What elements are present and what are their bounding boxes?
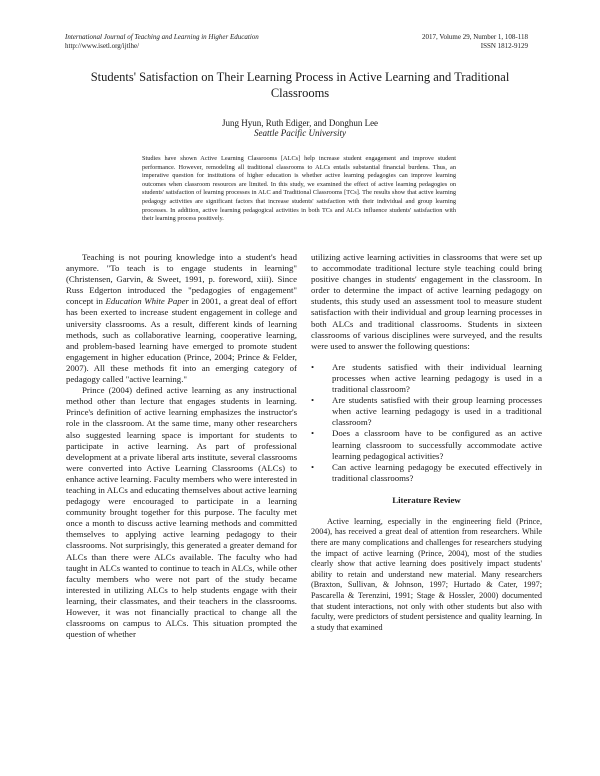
list-item (311, 395, 542, 428)
right-column (311, 252, 542, 633)
bullet-icon: • (311, 361, 315, 372)
intro-paragraph-2: Prince (2004) defined active learning as any instructional method other than lecture that engages students in learning. Prince's definition of active learning emphasizes the instructor's role in the classroom. At the same time, many other researchers also suggested learning space is important for students to participate in active learning. As part of professional development at a private liberal arts institute, several classrooms were converted into Active Learning Classrooms (ALCs) to enhance active learning. Faculty members who were interested in teaching in ALCs and educating themselves about active learning pedagogy were encouraged to participate in a learning community brought together for this purpose. The faculty met once a month to discuss active learning methods and committed themselves to applying active learning pedagogy to their classrooms. Not surprisingly, this generated a greater demand for ALCs than there were ALCs available. The faculty who had taught in ALCs wanted to continue to teach in ALCs, while other faculty members who were not part of the study became interested in utilizing ALCs to help students engage with their learning, their classmates, and their teachers in the classrooms. However, it was not financially practical to change all the classrooms on campus to ALCs. This situation prompted the question of whether (66, 385, 297, 640)
question-text: Are students satisfied with their individual learning processes when active learning pedagogy is used in a traditional classroom? (332, 361, 542, 395)
abstract: Studies have shown Active Learning Classrooms [ALCs] help increase student engagement and improve student performance. However, remodeling all traditional classrooms to ALCs entails substantial financial burdens. Thus, an imperative question for institutions of higher education is whether active learning pedagogies can improve learning outcomes when classroom resources are limited. In this study, we examined the effect of active learning pedagogies on students' satisfaction of learning processes in ALC and Traditional Classrooms [TCs]. The results show that active learning pedagogy activities are significant factors that increase students' satisfaction with their individual and group learning processes. In addition, active learning pedagogical activities in both TCs and ALCs influence students' satisfaction with their learning process positively. (142, 155, 456, 223)
question-text: Are students satisfied with their group learning processes when active learning pedagogy is used in a traditional classroom? (332, 395, 542, 428)
author-list: Jung Hyun, Ruth Ediger, and Donghun Lee (221, 118, 379, 128)
bullet-icon: • (311, 395, 315, 406)
intro-p1-italic: Education White Paper (105, 296, 189, 307)
running-header-left (65, 33, 259, 51)
intro-paragraph-3: utilizing active learning activities in classrooms that were set up to accommodate traditional lecture style teaching could bring positive changes in students' engagement in the classroom. In order to determine the impact of active learning pedagogy on students, this study used an assessment tool to measure student satisfaction with their individual and group learning processes in both ALCs and traditional classrooms. Students in sixteen classrooms of various disciplines were surveyed, and the results were used to answer the following questions: (311, 252, 542, 351)
list-item (311, 462, 542, 484)
list-item (311, 428, 542, 461)
paper-title: Students' Satisfaction on Their Learning Process in Active Learning and Traditional Classrooms (90, 70, 510, 100)
journal-url[interactable]: http://www.isetl.org/ijtlhe/ (65, 42, 140, 50)
bullet-icon: • (311, 461, 315, 472)
left-column (66, 252, 297, 640)
list-item (311, 362, 542, 395)
issn: ISSN 1812-9129 (480, 42, 528, 50)
issue-info: 2017, Volume 29, Number 1, 108-118 (421, 33, 528, 41)
journal-name: International Journal of Teaching and Learning in Higher Education (65, 33, 259, 41)
intro-p1-text: Teaching is not pouring knowledge into a student's head anymore. "To teach is to engage students in learning" (Christensen, Garvin, & Sweet, 1991, p. foreword, xiii). Since Russ Edgerton introduced the "pedagogies of engagement" concept in (66, 252, 297, 307)
section-heading-literature-review: Literature Review (392, 494, 461, 505)
research-questions (311, 362, 542, 484)
intro-p1-rest: in 2001, a great deal of effort has been exerted to increase student engagement in college and university classrooms. As a result, different kinds of learning methods, such as collaborative learning, cooperative learning, and problem-based learning have emerged to promote student engagement in higher education (Prince, 2004; Prince & Felder, 2007). All these methods fit into an emerging category of pedagogy called "active learning." (66, 296, 298, 385)
question-text: Does a classroom have to be configured as an active learning classroom to successfully accommodate active learning pedagogical activities? (332, 428, 542, 461)
intro-paragraph-1 (66, 252, 297, 385)
literature-review-paragraph: Active learning, especially in the engineering field (Prince, 2004), has received a great deal of attention from researchers. While there are many complications and challenges for researchers studying the impact of active learning (Prince, 2004), most of the studies clearly show that active learning does positively impact students' ability to retain and understand new material. Many researchers (Braxton, Sullivan, & Johnson, 1997; Hurtado & Cater, 1997; Pascarella & Terenzini, 1991; Stage & Hossler, 2000) documented that student interactions, not only with other students but also with faculty, were predictors of student persistence and quality learning. In a study that examined (311, 516, 542, 632)
question-text: Can active learning pedagogy be executed effectively in traditional classrooms? (332, 461, 542, 483)
bullet-icon: • (311, 428, 315, 439)
affiliation: Seattle Pacific University (254, 128, 346, 138)
running-header-right (422, 33, 528, 51)
